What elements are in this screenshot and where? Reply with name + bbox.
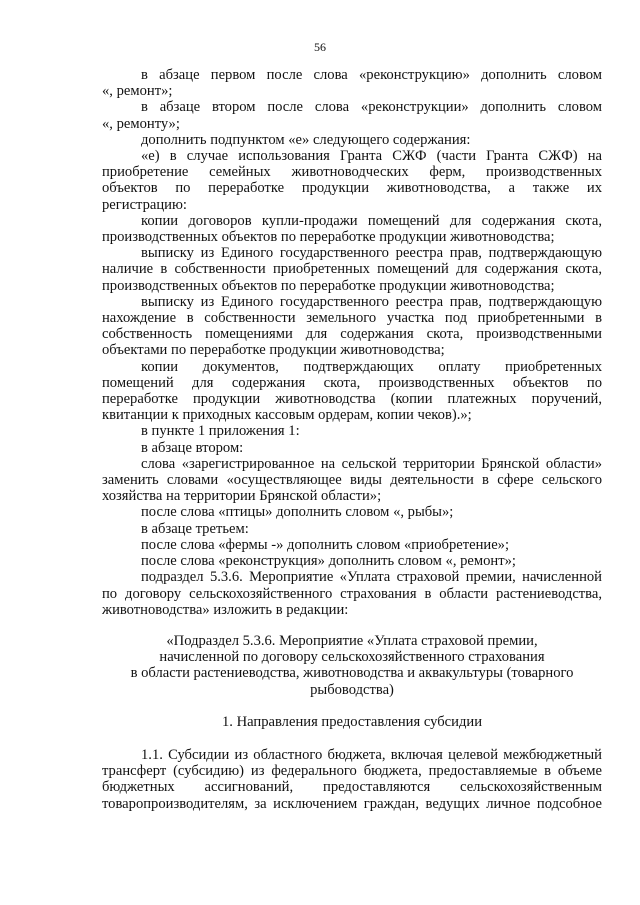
body-line: «, ремонту»;: [102, 115, 180, 132]
heading-line: начисленной по договору сельскохозяйственного страхования: [159, 649, 545, 666]
heading-line: в области растениеводства, животноводства и аквакультуры (товарного: [130, 665, 574, 682]
body-line: производственных объектов по переработке продукции животноводства;: [102, 229, 555, 246]
body-line: после слова «фермы -» дополнить словом «приобретение»;: [141, 536, 510, 553]
document-body: [102, 67, 602, 812]
body-line: квитанции к приходных кассовым ордерам, копии чеков).»;: [102, 407, 472, 424]
body-line: копии документов, подтверждающих оплату приобретенных: [141, 358, 602, 375]
body-line: в абзаце первом после слова «реконструкцию» дополнить словом: [141, 67, 602, 83]
body-line: в пункте 1 приложения 1:: [141, 423, 300, 440]
body-line: «е) в случае использования Гранта СЖФ (части Гранта СЖФ) на: [141, 148, 602, 165]
body-line: слова «зарегистрированное на сельской территории Брянской области»: [141, 455, 602, 472]
page-number: 56: [314, 40, 326, 54]
body-line: наличие в собственности приобретенных помещений для содержания скота,: [102, 261, 602, 278]
body-line: «, ремонт»;: [102, 83, 173, 100]
body-line: выписку из Единого государственного реестра прав, подтверждающую: [141, 245, 602, 262]
body-line: помещений для содержания скота, производственных объектов по: [102, 374, 602, 391]
body-line: 1.1. Субсидии из областного бюджета, включая целевой межбюджетный: [141, 746, 602, 763]
heading-line: «Подраздел 5.3.6. Мероприятие «Уплата страховой премии,: [166, 632, 538, 649]
body-line: подраздел 5.3.6. Мероприятие «Уплата страховой премии, начисленной: [141, 569, 602, 586]
body-line: копии договоров купли-продажи помещений для содержания скота,: [141, 212, 602, 229]
subsection-heading: [102, 633, 602, 698]
body-line: регистрацию:: [102, 196, 187, 213]
body-line: в абзаце третьем:: [141, 520, 249, 537]
body-line: бюджетных ассигнований, предоставляются сельскохозяйственным: [102, 779, 602, 796]
body-line: дополнить подпунктом «е» следующего содержания:: [141, 131, 471, 148]
body-line: после слова «птицы» дополнить словом «, рыбы»;: [141, 504, 454, 521]
body-line: хозяйства на территории Брянской области»;: [102, 488, 382, 505]
body-line: объектов по переработке продукции животноводства, а также их: [102, 180, 602, 197]
body-line: переработке продукции животноводства (копии платежных поручений,: [102, 391, 602, 408]
body-line: объектами по переработке продукции животноводства;: [102, 342, 445, 359]
body-line: нахождение в собственности земельного участка под приобретенными в: [102, 310, 602, 327]
body-line: в абзаце втором после слова «реконструкции» дополнить словом: [141, 99, 602, 116]
body-line: производственных объектов по переработке продукции животноводства;: [102, 277, 555, 294]
body-line: в абзаце втором:: [141, 439, 244, 456]
section-title: 1. Направления предоставления субсидии: [221, 713, 482, 730]
heading-line: рыбоводства): [310, 681, 394, 698]
body-line: заменить словами «осуществляющее виды деятельности в сфере сельского: [102, 472, 602, 489]
body-line: по договору сельскохозяйственного страхования в области растениеводства,: [102, 585, 602, 602]
body-line: после слова «реконструкция» дополнить словом «, ремонт»;: [141, 553, 516, 570]
body-line: животноводства» изложить в редакции:: [102, 601, 349, 618]
body-line: выписку из Единого государственного реестра прав, подтверждающую: [141, 293, 602, 310]
body-line: собственность помещениями для содержания скота, производственными: [102, 326, 602, 343]
body-line: приобретение семейных животноводческих ферм, производственных: [102, 164, 602, 181]
body-line: товаропроизводителям, за исключением граждан, ведущих личное подсобное: [102, 795, 602, 812]
body-line: трансферт (субсидию) из федерального бюджета, предоставляемые в объеме: [102, 763, 602, 780]
